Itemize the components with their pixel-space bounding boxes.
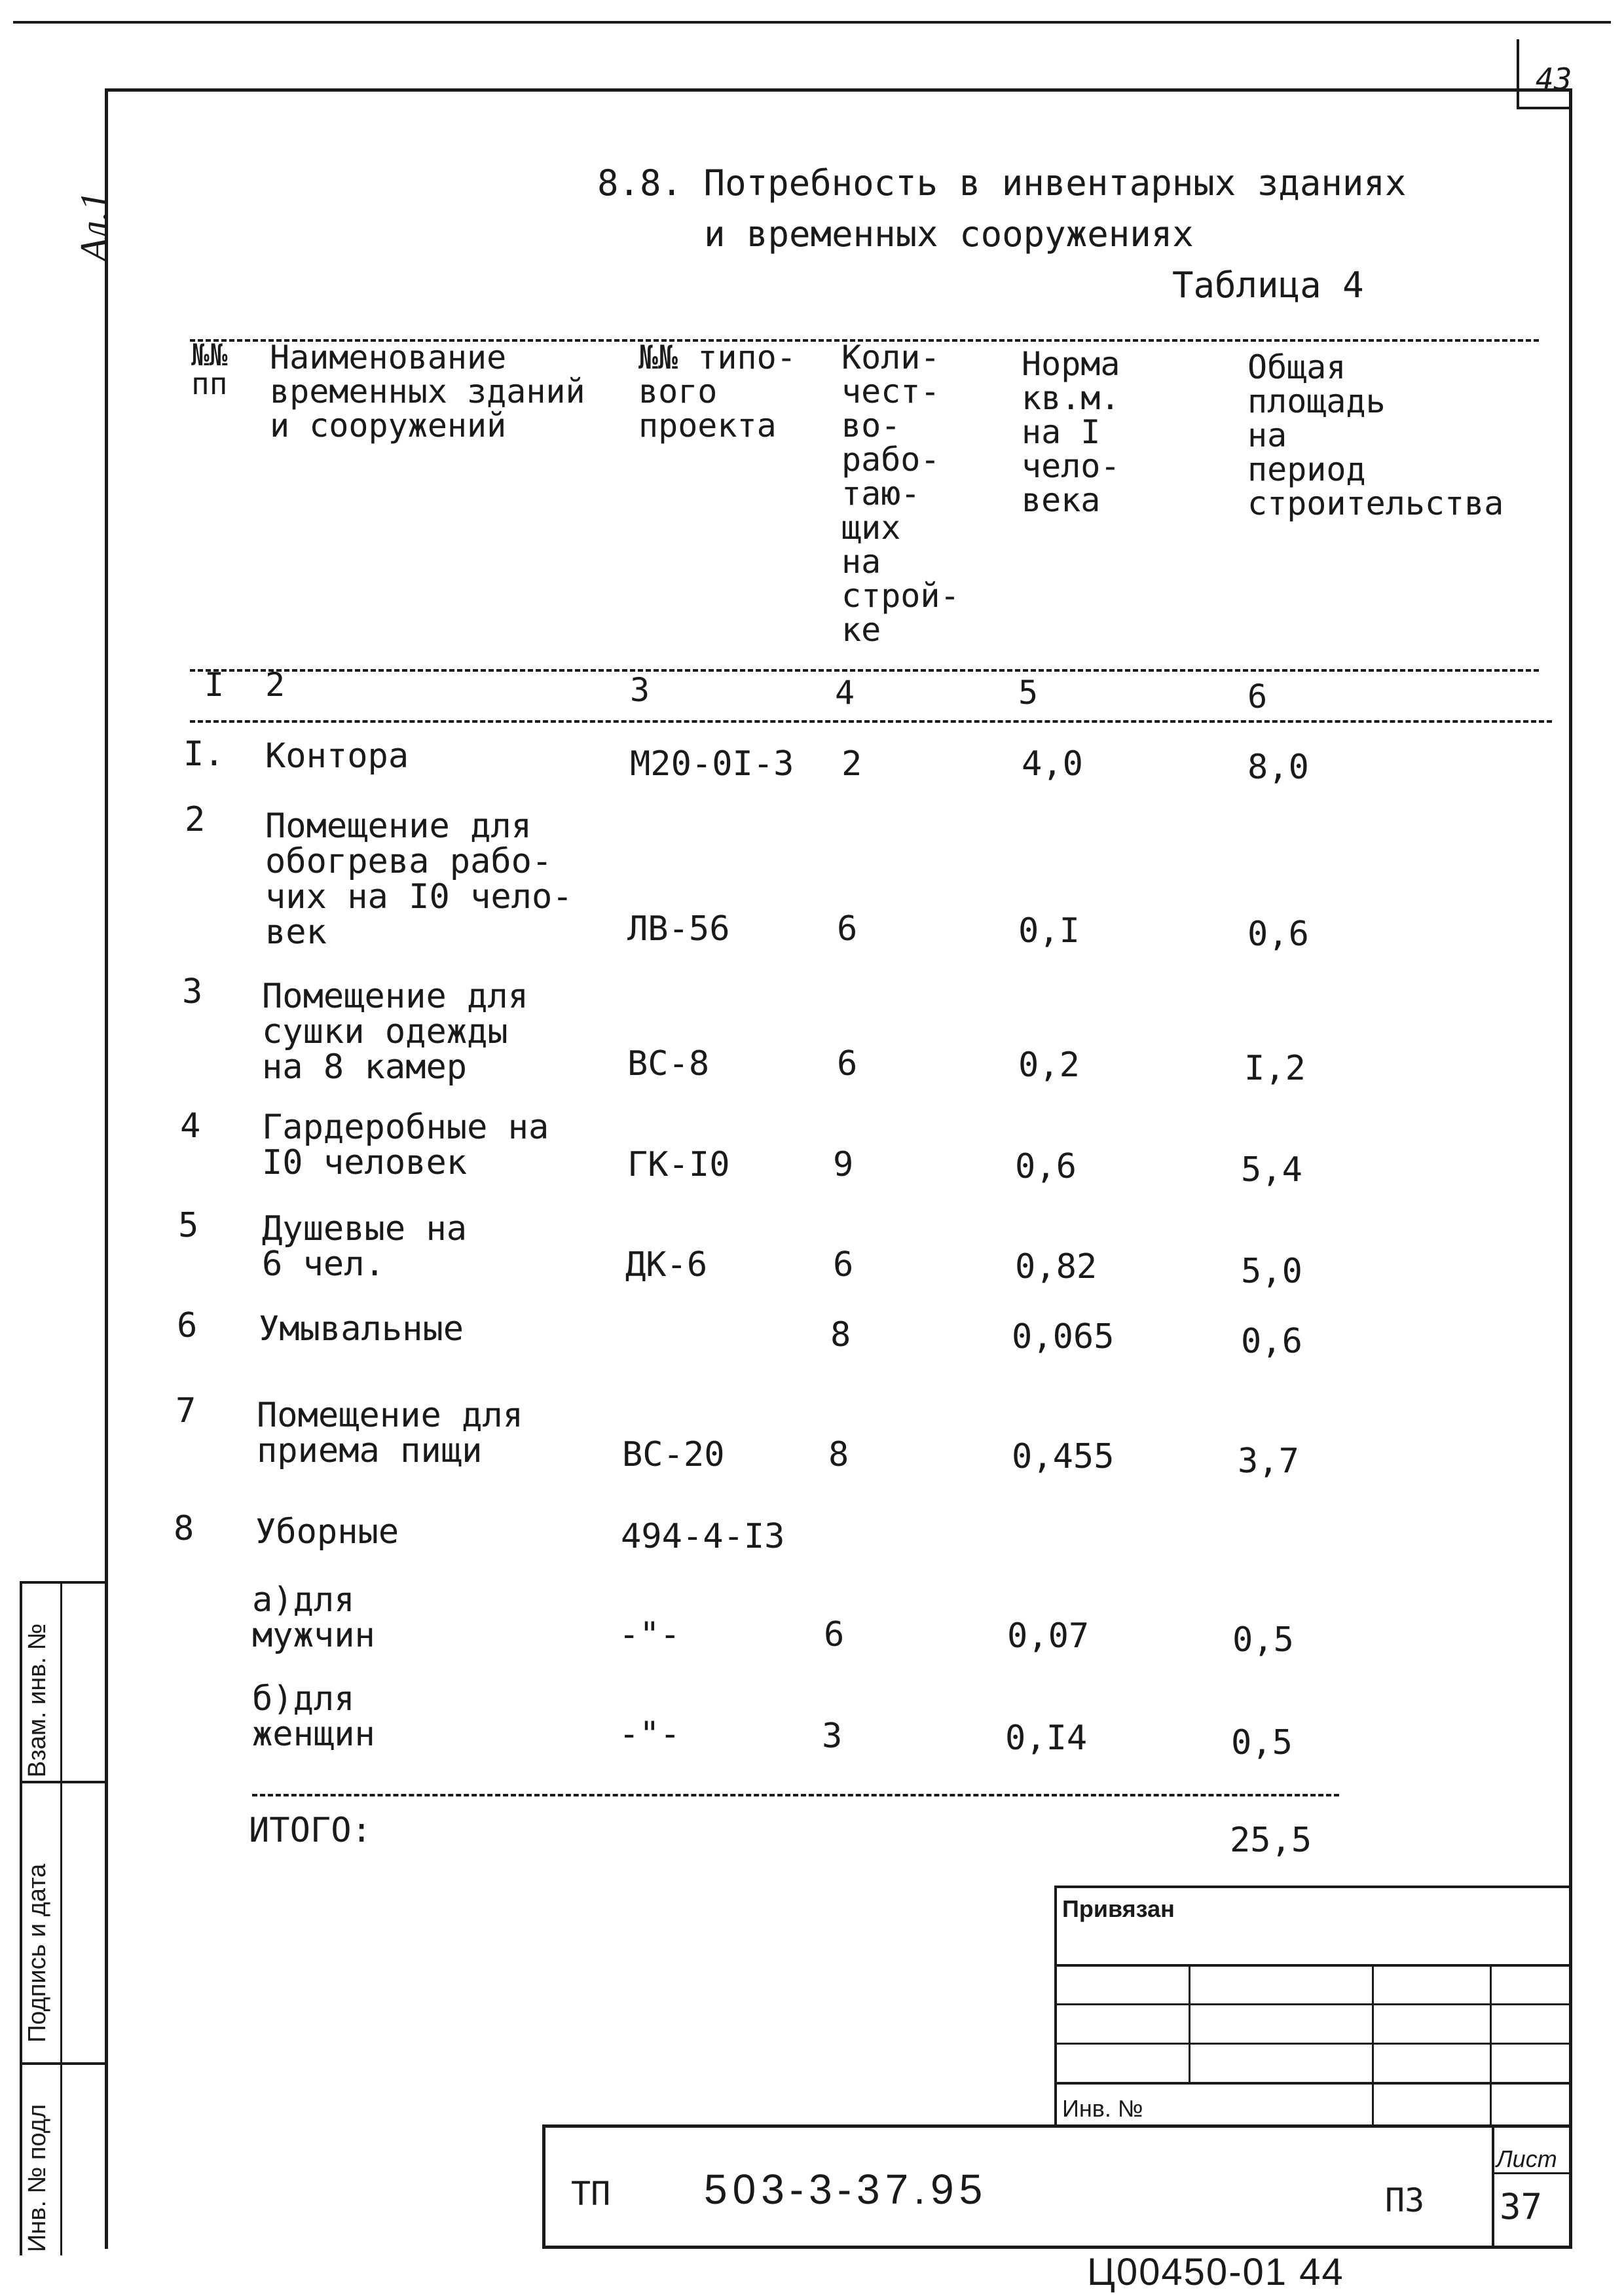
row-5-project: ДК-6 — [625, 1245, 708, 1285]
row-3-num: 3 — [182, 972, 203, 1011]
side-stamp-div3 — [20, 2062, 105, 2065]
row-5-workers: 6 — [833, 1245, 854, 1285]
section-title-line2: и временных сооружениях — [704, 213, 1194, 255]
row-4-workers: 9 — [833, 1145, 854, 1184]
row-6-name: Умывальные — [259, 1309, 464, 1349]
row-4-area: 5,4 — [1241, 1150, 1302, 1190]
row-7-workers: 8 — [828, 1435, 849, 1474]
tb-sheet-label: Лист — [1496, 2145, 1557, 2172]
table-label: Таблица 4 — [1172, 264, 1364, 306]
header-area: Общая площадь на период строительства — [1247, 348, 1504, 522]
side-stamp-div1 — [20, 1581, 105, 1584]
side-stamp-inner — [60, 1581, 62, 2255]
colnum-5: 5 — [1018, 674, 1039, 712]
row-1-name: Контора — [265, 737, 409, 776]
row-6-area: 0,6 — [1241, 1322, 1302, 1361]
row-3-workers: 6 — [837, 1044, 858, 1084]
side-stamp-div2 — [20, 1781, 105, 1783]
tb-grid-v2 — [1372, 1964, 1374, 2128]
row-4-project: ГК-I0 — [627, 1145, 730, 1184]
tb-code: 503-3-37.95 — [704, 2166, 988, 2213]
row-1-project: М20-0I-3 — [630, 744, 794, 784]
row-5-area: 5,0 — [1241, 1252, 1302, 1291]
row-2-name: Помещение для обогрева рабо- чих на I0 чело- век — [265, 807, 573, 952]
row-4-num: 4 — [180, 1106, 201, 1146]
tb-grid-h3 — [1054, 2043, 1572, 2045]
row-6-workers: 8 — [830, 1315, 851, 1355]
row-2-norm: 0,I — [1018, 911, 1080, 951]
tb-main-left — [542, 2124, 545, 2249]
side-label-inv-orig: Инв. № подл — [24, 2104, 51, 2252]
row-8b-area: 0,5 — [1231, 1723, 1293, 1762]
row-2-area: 0,6 — [1247, 915, 1309, 954]
tb-inv-label: Инв. № — [1062, 2095, 1143, 2122]
row-6-norm: 0,065 — [1012, 1317, 1115, 1357]
header-bottom-rule — [190, 669, 1539, 672]
tb-sheet-divider — [1492, 2124, 1494, 2249]
row-8-num: 8 — [174, 1509, 194, 1548]
colnum-4: 4 — [835, 674, 855, 712]
row-8b-name: б)для женщин — [252, 1679, 375, 1754]
total-rule — [252, 1794, 1339, 1796]
colnum-bottom-rule — [190, 720, 1552, 723]
colnum-2: 2 — [265, 666, 286, 704]
tb-main-bottom — [542, 2246, 1572, 2249]
total-value: 25,5 — [1230, 1821, 1312, 1860]
row-2-workers: 6 — [837, 909, 858, 949]
row-8-name: Уборные — [255, 1512, 399, 1552]
tb-series: ТП — [571, 2175, 611, 2213]
row-5-norm: 0,82 — [1015, 1247, 1098, 1286]
tb-main-top — [542, 2124, 1572, 2128]
row-3-norm: 0,2 — [1018, 1046, 1080, 1085]
row-1-num: I. — [183, 735, 225, 774]
row-8a-name: а)для мужчин — [252, 1580, 375, 1655]
top-edge-line — [13, 21, 1611, 24]
row-8a-area: 0,5 — [1232, 1620, 1294, 1660]
row-8b-workers: 3 — [822, 1717, 843, 1756]
margin-mark: Ал.1 — [73, 191, 116, 262]
row-7-project: ВС-20 — [622, 1435, 725, 1474]
frame-left — [105, 88, 108, 2249]
row-4-norm: 0,6 — [1015, 1147, 1077, 1186]
row-8b-norm: 0,I4 — [1005, 1719, 1088, 1758]
tb-attached-top — [1054, 1886, 1572, 1888]
tb-grid-v3 — [1490, 1964, 1492, 2128]
tb-grid-v1 — [1189, 1964, 1190, 2082]
row-1-norm: 4,0 — [1022, 744, 1083, 784]
header-num: №№ пп — [191, 337, 228, 401]
section-title-line1: 8.8. Потребность в инвентарных зданиях — [597, 162, 1407, 204]
colnum-3: 3 — [630, 671, 650, 709]
row-7-norm: 0,455 — [1012, 1437, 1115, 1476]
side-stamp-border — [20, 1581, 22, 2255]
tb-grid-h2 — [1054, 2003, 1572, 2005]
page-number-box-bottom — [1517, 107, 1572, 109]
tb-sheet-number: 37 — [1500, 2186, 1543, 2227]
header-workers: Коли- чест- во- рабо- таю- щих на строй- ке — [841, 338, 960, 649]
row-5-name: Душевые на 6 чел. — [262, 1209, 468, 1284]
row-4-name: Гардеробные на I0 человек — [262, 1108, 549, 1182]
tb-section: ПЗ — [1385, 2181, 1425, 2219]
frame-top — [105, 88, 1572, 92]
colnum-6: 6 — [1247, 678, 1268, 716]
row-3-project: ВС-8 — [627, 1044, 710, 1084]
tb-grid-h1 — [1054, 1964, 1572, 1967]
row-1-workers: 2 — [841, 744, 862, 784]
tb-attached-left — [1054, 1886, 1057, 2128]
header-norm: Норма кв.м. на I чело- века — [1022, 345, 1120, 519]
bottom-code: Ц00450-01 44 — [1087, 2251, 1344, 2293]
row-8b-project: -"- — [619, 1715, 680, 1754]
row-8a-workers: 6 — [824, 1615, 845, 1654]
row-7-name: Помещение для приема пищи — [257, 1396, 523, 1470]
colnum-1: I — [204, 666, 225, 704]
row-8a-norm: 0,07 — [1007, 1616, 1090, 1656]
header-name: Наименование временных зданий и сооружений — [270, 338, 585, 445]
page-number-box-left — [1517, 39, 1519, 108]
tb-grid-h4 — [1054, 2082, 1572, 2085]
row-8-project: 494-4-I3 — [621, 1517, 785, 1556]
row-1-area: 8,0 — [1247, 748, 1309, 787]
header-project: №№ типо- вого проекта — [638, 338, 796, 445]
row-2-project: ЛВ-56 — [627, 909, 730, 949]
tb-attached-label: Привязан — [1062, 1895, 1175, 1922]
row-7-area: 3,7 — [1238, 1442, 1299, 1481]
total-label: ИТОГО: — [249, 1811, 372, 1850]
row-5-num: 5 — [178, 1206, 199, 1245]
side-label-signature: Подпись и дата — [24, 1863, 51, 2043]
frame-right — [1569, 88, 1572, 2249]
side-label-replace-inv: Взам. инв. № — [24, 1623, 51, 1777]
row-2-num: 2 — [185, 800, 206, 839]
row-3-name: Помещение для сушки одежды на 8 камер — [262, 977, 528, 1087]
row-7-num: 7 — [175, 1391, 196, 1430]
row-3-area: I,2 — [1244, 1049, 1306, 1088]
page-number: 43 — [1536, 62, 1572, 97]
row-8a-project: -"- — [619, 1615, 680, 1654]
row-6-num: 6 — [177, 1306, 198, 1345]
